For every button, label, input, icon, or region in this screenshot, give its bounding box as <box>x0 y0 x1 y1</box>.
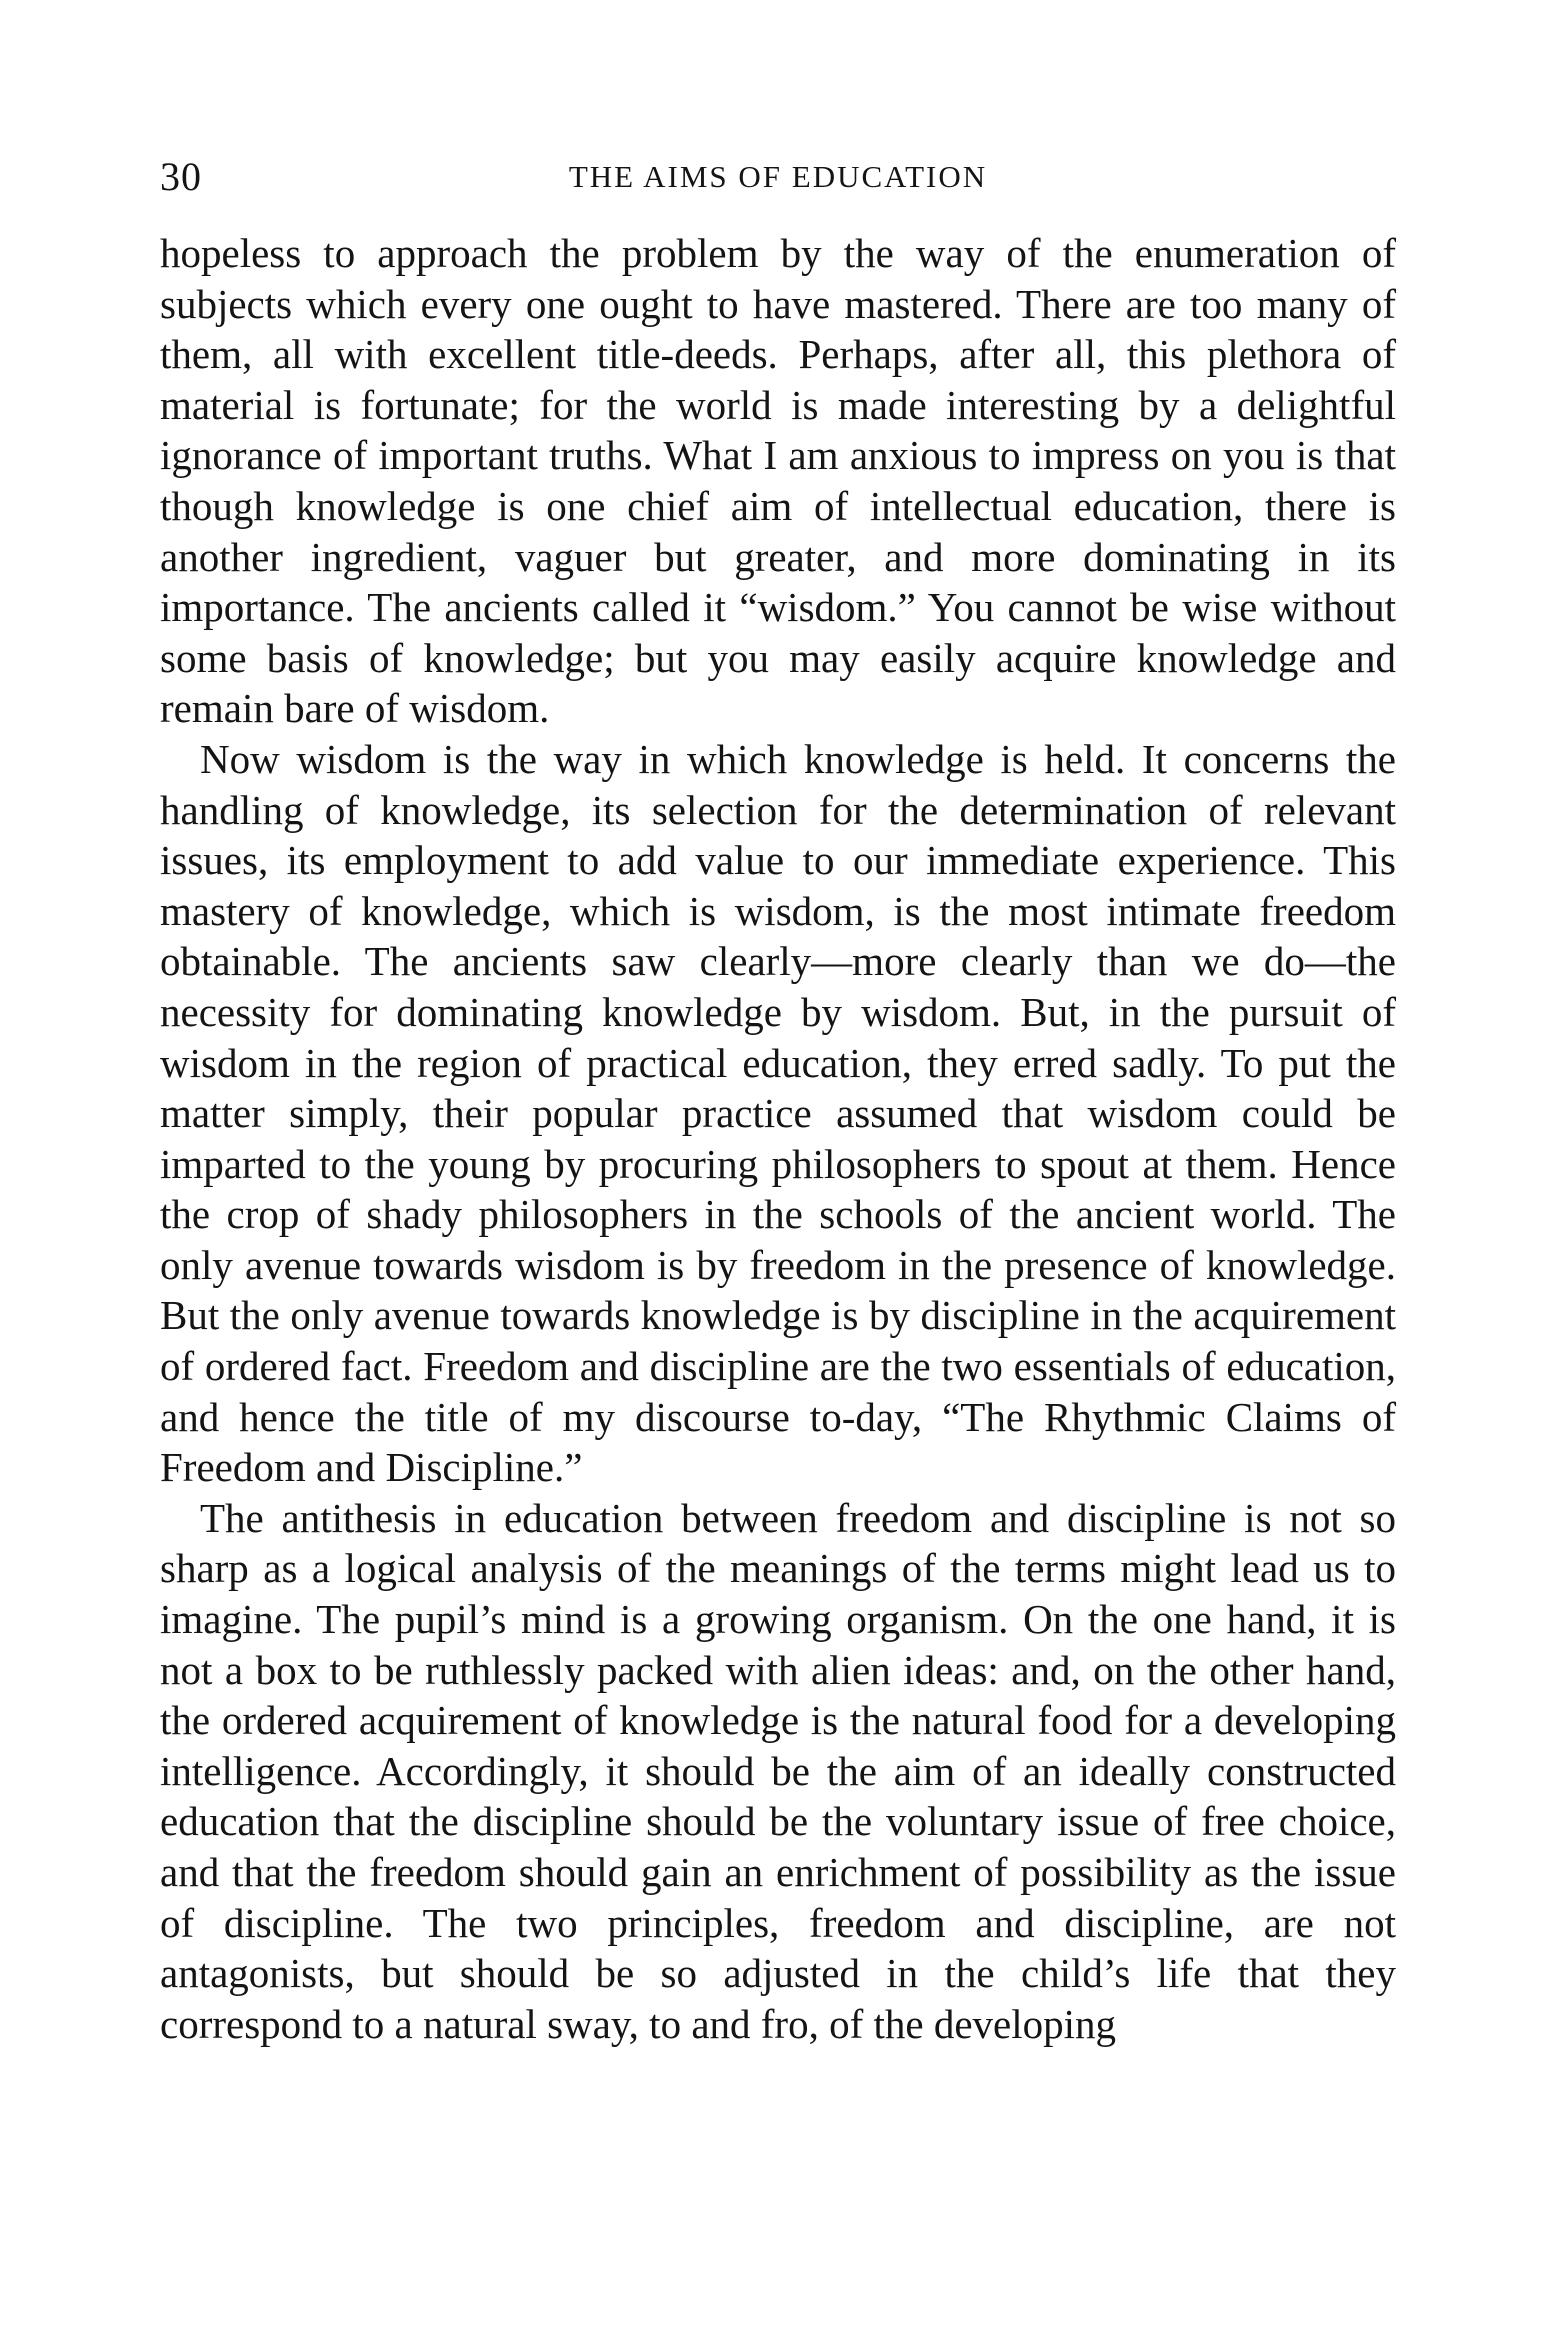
paragraph-antithesis: The antithesis in education between freedom and discipline is not so sharp as a logical analysis of the meanings of the terms might lead us to imagine. The pupil’s mind is a growing organism. On the one hand, it is not a box to be ruthlessly packed with alien ideas: and, on the other hand, the ordered acquirement of knowledge is the natural food for a developing intelligence. Accordingly, it should be the aim of an ideally constructed education that the discipline should be the voluntary issue of free choice, and that the freedom should gain an enrichment of possibility as the issue of discipline. The two principles, freedom and discipline, are not antagonists, but should be so adjusted in the child’s life that they correspond to a natural sway, to and fro, of the developing <box>160 1494 1396 2047</box>
paragraph-wisdom: Now wisdom is the way in which knowledge is held. It concerns the handling of knowledge, its selection for the determination of relevant issues, its employment to add value to our immediate experience. This mastery of knowledge, which is wisdom, is the most intimate freedom obtainable. The ancients saw clearly—more clearly than we do—the necessity for dominating knowledge by wisdom. But, in the pursuit of wisdom in the region of practical education, they erred sadly. To put the matter simply, their popular practice assumed that wisdom could be imparted to the young by procuring philosophers to spout at them. Hence the crop of shady philosophers in the schools of the ancient world. The only avenue towards wisdom is by freedom in the presence of knowledge. But the only avenue towards knowledge is by discipline in the acquirement of ordered fact. Freedom and discipline are the two essentials of education, and hence the title of my discourse to-day, “The Rhythmic Claims of Freedom and Discipline.” <box>160 735 1396 1491</box>
page-number: 30 <box>160 154 202 199</box>
running-head <box>160 150 1396 204</box>
running-title: THE AIMS OF EDUCATION <box>568 159 988 194</box>
book-page <box>160 150 1396 2049</box>
paragraph-continued: hopeless to approach the problem by the way of the enumeration of subjects which every one ought to have mastered. There are too many of them, all with excellent title-deeds. Perhaps, after all, this plethora of material is fortunate; for the world is made interesting by a delightful ignorance of important truths. What I am anxious to impress on you is that though knowledge is one chief aim of intellectual education, there is another ingredient, vaguer but greater, and more dominating in its importance. The ancients called it “wisdom.” You cannot be wise without some basis of knowledge; but you may easily acquire knowledge and remain bare of wisdom. <box>160 230 1396 732</box>
body-text <box>160 228 1396 2049</box>
